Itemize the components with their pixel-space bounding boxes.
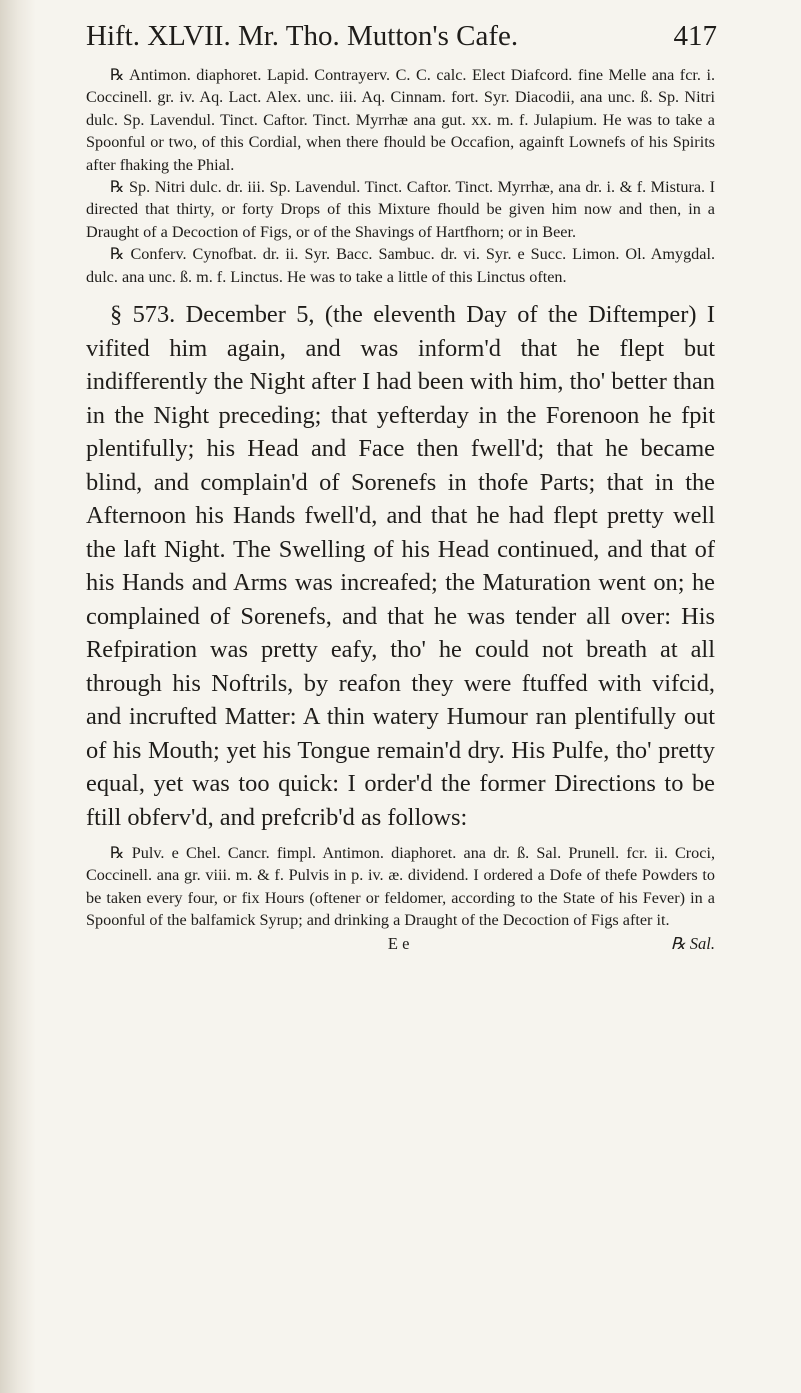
prescription-mistura: ℞ Sp. Nitri dulc. dr. iii. Sp. Lavendul. Tinct. Caftor. Tinct. Myrrhæ, ana dr. i. & f. Mistura. I directed that thirty, or forty Drops of this Mixture fhould be given him now and then, in a Draught of a Decoction of Figs, or of the Shavings of Hartfhorn; or in Beer. (86, 178, 715, 241)
catchword: ℞ Sal. (670, 933, 715, 953)
signature-mark: E e (387, 933, 410, 953)
prescription-block (86, 64, 715, 288)
case-paragraph-573: § 573. December 5, (the eleventh Day of the Diftemper) I vifited him again, and was inform'd that he flept but indifferently the Night after I had been with him, tho' better than in the Night preceding; that yefterday in the Forenoon he fpit plentifully; his Head and Face then fwell'd; that he became blind, and complain'd of Sorenefs in thofe Parts; that in the Afternoon his Hands fwell'd, and that he had flept pretty well the laft Night. The Swelling of his Head continued, and that of his Hands and Arms was increafed; the Maturation went on; he complained of Sorenefs, and that he was tender all over: His Refpiration was pretty eafy, tho' he could not breath at all through his Noftrils, by reafon they were ftuffed with vifcid, and incrufted Matter: A thin watery Humour ran plentifully out of his Mouth; yet his Tongue remain'd dry. His Pulfe, tho' pretty equal, yet was too quick: I order'd the former Directions to be ftill obferv'd, and prefcrib'd as follows: (86, 301, 715, 831)
prescription-julapium: ℞ Antimon. diaphoret. Lapid. Contrayerv. C. C. calc. Elect Diafcord. fine Melle ana fcr. i. Coccinell. gr. iv. Aq. Lact. Alex. unc. iii. Aq. Cinnam. fort. Syr. Diacodii, ana unc. ß. Sp. Nitri dulc. Sp. Lavendul. Tinct. Caftor. Tinct. Myrrhæ ana gut. xx. m. f. Julapium. He was to take a Spoonful or two, of this Cordial, when there fhould be Occafion, againft Lownefs of his Spirits after fhaking the Phial. (86, 66, 715, 174)
page-footer (86, 934, 715, 958)
page-number: 417 (673, 20, 717, 52)
page-body (86, 64, 715, 958)
prescription-pulvis: ℞ Pulv. e Chel. Cancr. fimpl. Antimon. diaphoret. ana dr. ß. Sal. Prunell. fcr. ii. Croci, Coccinell. ana gr. viii. m. & f. Pulvis in p. iv. æ. dividend. I ordered a Dofe of thefe Powders to be taken every four, or fix Hours (oftener or feldomer, according to the State of his Fever) in a Spoonful of the balfamick Syrup; and drinking a Draught of the Decoction of Figs after it. (86, 844, 715, 930)
binding-shadow (0, 0, 36, 1393)
running-header (86, 20, 717, 66)
prescription-block-2 (86, 842, 715, 932)
running-title: Hift. XLVII. Mr. Tho. Mutton's Cafe. (86, 20, 519, 52)
prescription-linctus: ℞ Conferv. Cynofbat. dr. ii. Syr. Bacc. Sambuc. dr. vi. Syr. e Succ. Limon. Ol. Amygdal. dulc. ana unc. ß. m. f. Linctus. He was to take a little of this Linctus often. (86, 245, 715, 286)
